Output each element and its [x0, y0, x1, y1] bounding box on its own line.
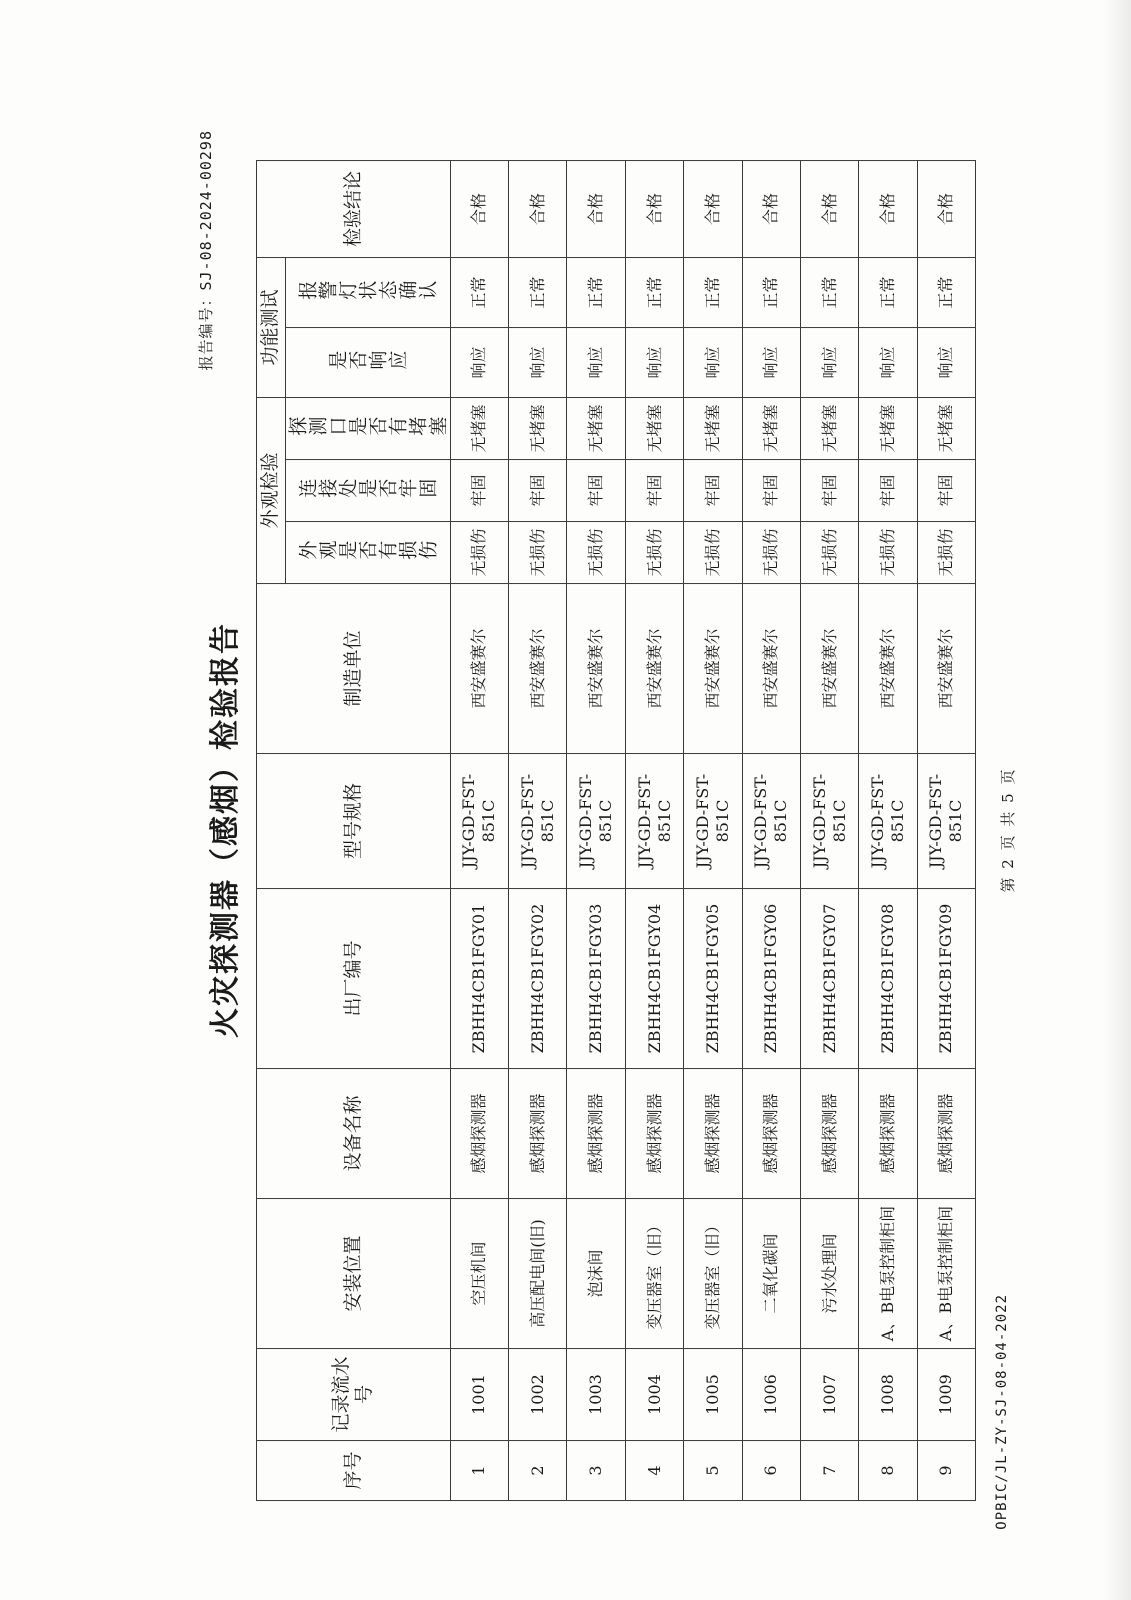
cell-maker: 西安盛赛尔 [917, 584, 975, 754]
cell-record: 1001 [450, 1349, 508, 1441]
cell-connection: 牢固 [450, 460, 508, 522]
cell-probe: 无堵塞 [917, 398, 975, 460]
cell-record: 1002 [509, 1349, 567, 1441]
cell-connection: 牢固 [567, 460, 625, 522]
cell-probe: 无堵塞 [450, 398, 508, 460]
cell-damage: 无损伤 [567, 522, 625, 584]
report-number: 报告编号：SJ-08-2024-00298 [197, 130, 215, 371]
page-number: 第 2 页 共 5 页 [999, 767, 1017, 893]
cell-serial: ZBHH4CB1FGY06 [742, 889, 800, 1069]
cell-conclusion: 合格 [684, 161, 742, 258]
header-maker: 制造单位 [257, 584, 451, 754]
cell-model: JJY-GD-FST-851C [742, 754, 800, 889]
cell-conclusion: 合格 [917, 161, 975, 258]
table-row [625, 161, 683, 1501]
cell-model: JJY-GD-FST-851C [859, 754, 917, 889]
cell-damage: 无损伤 [742, 522, 800, 584]
cell-location: 高压配电间(旧) [509, 1199, 567, 1349]
cell-seq: 6 [742, 1441, 800, 1501]
cell-serial: ZBHH4CB1FGY08 [859, 889, 917, 1069]
cell-name: 感烟探测器 [684, 1069, 742, 1199]
cell-alarm: 正常 [684, 258, 742, 328]
cell-maker: 西安盛赛尔 [859, 584, 917, 754]
cell-maker: 西安盛赛尔 [742, 584, 800, 754]
cell-maker: 西安盛赛尔 [684, 584, 742, 754]
cell-damage: 无损伤 [800, 522, 858, 584]
cell-maker: 西安盛赛尔 [800, 584, 858, 754]
cell-record: 1007 [800, 1349, 858, 1441]
cell-location: 变压器室（旧） [684, 1199, 742, 1349]
cell-record: 1003 [567, 1349, 625, 1441]
cell-response: 响应 [567, 328, 625, 398]
cell-alarm: 正常 [625, 258, 683, 328]
cell-alarm: 正常 [800, 258, 858, 328]
cell-seq: 9 [917, 1441, 975, 1501]
cell-alarm: 正常 [859, 258, 917, 328]
cell-damage: 无损伤 [684, 522, 742, 584]
cell-name: 感烟探测器 [450, 1069, 508, 1199]
cell-probe: 无堵塞 [859, 398, 917, 460]
cell-model: JJY-GD-FST-851C [800, 754, 858, 889]
header-model: 型号规格 [257, 754, 451, 889]
cell-damage: 无损伤 [509, 522, 567, 584]
cell-conclusion: 合格 [450, 161, 508, 258]
cell-name: 感烟探测器 [567, 1069, 625, 1199]
scan-edge-shadow [1103, 0, 1131, 1600]
cell-serial: ZBHH4CB1FGY04 [625, 889, 683, 1069]
cell-alarm: 正常 [742, 258, 800, 328]
header-device-name: 设备名称 [257, 1069, 451, 1199]
document-title: 火灾探测器（感烟）检验报告 [208, 622, 243, 1038]
cell-connection: 牢固 [742, 460, 800, 522]
cell-seq: 5 [684, 1441, 742, 1501]
cell-damage: 无损伤 [859, 522, 917, 584]
cell-serial: ZBHH4CB1FGY03 [567, 889, 625, 1069]
cell-conclusion: 合格 [509, 161, 567, 258]
cell-location: A、B电泵控制柜间 [917, 1199, 975, 1349]
cell-maker: 西安盛赛尔 [509, 584, 567, 754]
cell-model: JJY-GD-FST-851C [917, 754, 975, 889]
cell-response: 响应 [684, 328, 742, 398]
cell-record: 1009 [917, 1349, 975, 1441]
cell-name: 感烟探测器 [917, 1069, 975, 1199]
cell-name: 感烟探测器 [800, 1069, 858, 1199]
form-code: OPBIC/JL-ZY-SJ-08-04-2022 [994, 1294, 1010, 1530]
cell-model: JJY-GD-FST-851C [625, 754, 683, 889]
cell-name: 感烟探测器 [509, 1069, 567, 1199]
cell-serial: ZBHH4CB1FGY09 [917, 889, 975, 1069]
cell-response: 响应 [917, 328, 975, 398]
cell-serial: ZBHH4CB1FGY07 [800, 889, 858, 1069]
header-function-group: 功能测试 [257, 258, 286, 398]
cell-connection: 牢固 [684, 460, 742, 522]
cell-location: 变压器室（旧） [625, 1199, 683, 1349]
cell-serial: ZBHH4CB1FGY01 [450, 889, 508, 1069]
cell-response: 响应 [742, 328, 800, 398]
cell-name: 感烟探测器 [625, 1069, 683, 1199]
header-record-no: 记录流水号 [257, 1349, 451, 1441]
cell-probe: 无堵塞 [567, 398, 625, 460]
header-app-damage: 外观是否有损伤 [285, 522, 450, 584]
header-row-group [257, 161, 286, 1501]
cell-record: 1006 [742, 1349, 800, 1441]
table-row [450, 161, 508, 1501]
cell-record: 1004 [625, 1349, 683, 1441]
cell-alarm: 正常 [450, 258, 508, 328]
cell-serial: ZBHH4CB1FGY05 [684, 889, 742, 1069]
cell-conclusion: 合格 [859, 161, 917, 258]
cell-model: JJY-GD-FST-851C [567, 754, 625, 889]
cell-alarm: 正常 [917, 258, 975, 328]
table-row [509, 161, 567, 1501]
cell-damage: 无损伤 [625, 522, 683, 584]
header-fn-alarm: 报警灯状态确认 [285, 258, 450, 328]
cell-seq: 2 [509, 1441, 567, 1501]
cell-model: JJY-GD-FST-851C [450, 754, 508, 889]
cell-model: JJY-GD-FST-851C [509, 754, 567, 889]
cell-maker: 西安盛赛尔 [567, 584, 625, 754]
cell-alarm: 正常 [509, 258, 567, 328]
header-appearance-group: 外观检验 [257, 398, 286, 584]
cell-name: 感烟探测器 [859, 1069, 917, 1199]
cell-probe: 无堵塞 [625, 398, 683, 460]
cell-connection: 牢固 [800, 460, 858, 522]
header-conclusion: 检验结论 [257, 161, 451, 258]
header-location: 安装位置 [257, 1199, 451, 1349]
cell-response: 响应 [450, 328, 508, 398]
table-row [684, 161, 742, 1501]
cell-location: 二氧化碳间 [742, 1199, 800, 1349]
cell-name: 感烟探测器 [742, 1069, 800, 1199]
table-row [800, 161, 858, 1501]
cell-seq: 1 [450, 1441, 508, 1501]
cell-conclusion: 合格 [742, 161, 800, 258]
cell-damage: 无损伤 [450, 522, 508, 584]
cell-model: JJY-GD-FST-851C [684, 754, 742, 889]
table-row [917, 161, 975, 1501]
cell-location: 污水处理间 [800, 1199, 858, 1349]
cell-conclusion: 合格 [567, 161, 625, 258]
cell-probe: 无堵塞 [509, 398, 567, 460]
table-row [567, 161, 625, 1501]
table-row [742, 161, 800, 1501]
header-fn-response: 是否响应 [285, 328, 450, 398]
cell-seq: 8 [859, 1441, 917, 1501]
cell-probe: 无堵塞 [800, 398, 858, 460]
cell-serial: ZBHH4CB1FGY02 [509, 889, 567, 1069]
cell-location: 空压机间 [450, 1199, 508, 1349]
cell-probe: 无堵塞 [742, 398, 800, 460]
cell-probe: 无堵塞 [684, 398, 742, 460]
cell-location: 泡沫间 [567, 1199, 625, 1349]
cell-response: 响应 [800, 328, 858, 398]
cell-conclusion: 合格 [625, 161, 683, 258]
header-seq: 序号 [257, 1441, 451, 1501]
inspection-table [256, 160, 976, 1501]
header-app-probe: 探测口是否有堵塞 [285, 398, 450, 460]
cell-conclusion: 合格 [800, 161, 858, 258]
header-app-connection: 连接处是否牢固 [285, 460, 450, 522]
cell-damage: 无损伤 [917, 522, 975, 584]
cell-seq: 7 [800, 1441, 858, 1501]
table-row [859, 161, 917, 1501]
cell-alarm: 正常 [567, 258, 625, 328]
cell-record: 1008 [859, 1349, 917, 1441]
table-body [450, 161, 975, 1501]
cell-connection: 牢固 [509, 460, 567, 522]
cell-response: 响应 [509, 328, 567, 398]
cell-record: 1005 [684, 1349, 742, 1441]
cell-connection: 牢固 [625, 460, 683, 522]
cell-response: 响应 [859, 328, 917, 398]
header-serial: 出厂编号 [257, 889, 451, 1069]
landscape-sheet [176, 120, 1017, 1540]
cell-seq: 3 [567, 1441, 625, 1501]
cell-seq: 4 [625, 1441, 683, 1501]
cell-connection: 牢固 [859, 460, 917, 522]
cell-maker: 西安盛赛尔 [450, 584, 508, 754]
cell-location: A、B电泵控制柜间 [859, 1199, 917, 1349]
cell-response: 响应 [625, 328, 683, 398]
cell-connection: 牢固 [917, 460, 975, 522]
cell-maker: 西安盛赛尔 [625, 584, 683, 754]
